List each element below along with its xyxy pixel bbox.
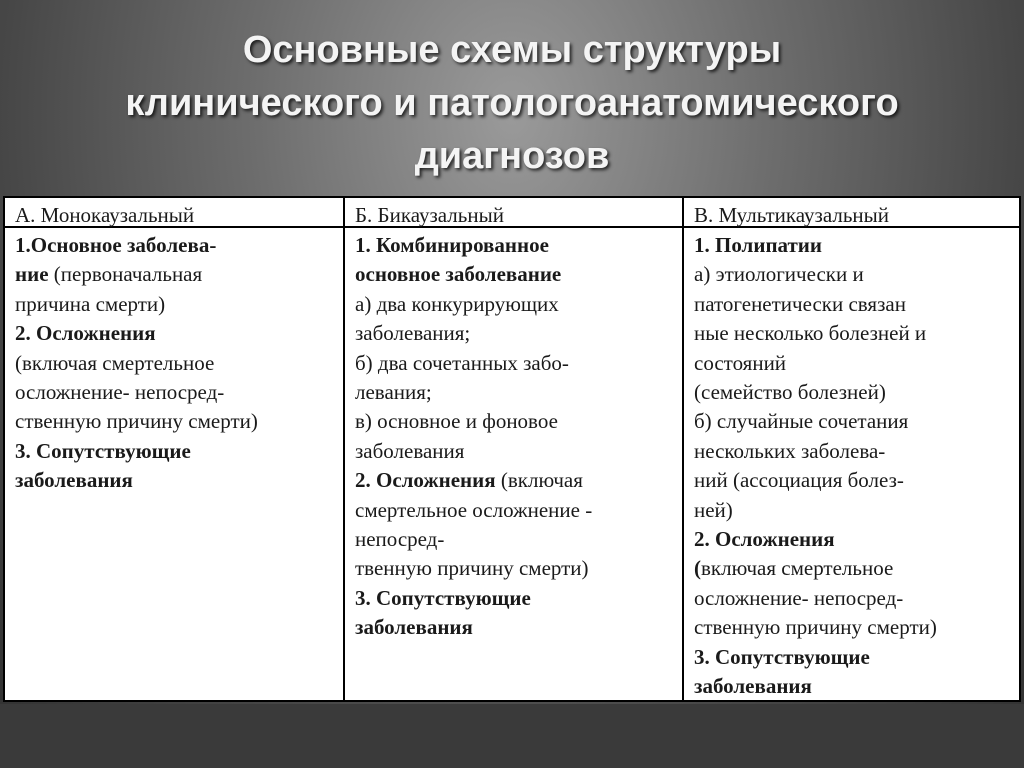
plain-text: ний (ассоциация болез- — [694, 468, 904, 493]
bold-text: заболевания — [694, 674, 812, 699]
title-line-1: Основные схемы структуры — [242, 29, 782, 71]
cell-bicausal — [345, 228, 684, 702]
bold-text: 3. Сопутствующие — [15, 438, 191, 463]
table-line — [15, 319, 335, 348]
table-line — [694, 525, 1011, 554]
table-line — [355, 554, 674, 583]
table-line — [694, 466, 1011, 495]
bold-text: 2. Осложнения — [15, 321, 156, 346]
table-line — [355, 525, 674, 554]
bold-text: ( — [694, 556, 701, 581]
table-line — [355, 231, 674, 260]
table-line — [15, 349, 335, 378]
table-line — [355, 437, 674, 466]
diagnosis-structure-table — [3, 196, 1021, 702]
title-line-2: клинического и патологоанатомического — [125, 82, 899, 124]
plain-text: а) этиологически и — [694, 262, 864, 287]
table-line — [355, 613, 674, 642]
plain-text: состояний — [694, 350, 787, 375]
plain-text: осложнение- непосред- — [694, 585, 904, 610]
table-line — [15, 290, 335, 319]
table-line — [15, 407, 335, 436]
title-line-3: диагнозов — [414, 135, 610, 177]
table-line — [15, 378, 335, 407]
table-line — [355, 260, 674, 289]
bottom-band — [0, 704, 1024, 768]
table-line — [694, 672, 1011, 701]
bold-text: ние — [15, 262, 49, 287]
table-line — [355, 407, 674, 436]
plain-text: ственную причину смерти) — [694, 615, 937, 640]
table-line — [694, 319, 1011, 348]
plain-text: в) основное и фоновое — [355, 409, 558, 434]
table-line — [355, 290, 674, 319]
bold-text: 1. Комбинированное — [355, 233, 549, 257]
plain-text: осложнение- непосред- — [15, 380, 225, 405]
bold-text: заболевания — [15, 468, 133, 493]
bold-text: 2. Осложнения — [355, 468, 496, 493]
plain-text: включая смертельное — [701, 556, 894, 581]
table-line — [694, 437, 1011, 466]
table-line — [355, 378, 674, 407]
plain-text: левания; — [355, 380, 432, 405]
plain-text: б) два сочетанных забо- — [355, 350, 569, 375]
table-line — [694, 349, 1011, 378]
header-monocausal: А. Монокаузальный — [5, 198, 345, 228]
bold-text: заболевания — [355, 615, 473, 640]
table-line — [694, 584, 1011, 613]
bold-text: 3. Сопутствующие — [694, 644, 870, 669]
table-line — [694, 290, 1011, 319]
plain-text: (включая — [495, 468, 583, 493]
table-line — [15, 437, 335, 466]
plain-text: смертельное осложнение - — [355, 497, 593, 522]
bold-text: 2. Осложнения — [694, 527, 835, 552]
table-line — [15, 466, 335, 495]
table-line — [694, 496, 1011, 525]
cell-multicausal — [684, 228, 1019, 702]
plain-text: заболевания — [355, 438, 465, 463]
table-line — [694, 260, 1011, 289]
table-line — [694, 378, 1011, 407]
bold-text: 1. Полипатии — [694, 233, 823, 257]
table-line — [355, 466, 674, 495]
bold-text: 3. Сопутствующие — [355, 585, 531, 610]
plain-text: причина смерти) — [15, 291, 166, 316]
table-line — [355, 349, 674, 378]
table-line — [15, 231, 335, 260]
table-line — [694, 613, 1011, 642]
plain-text: ней) — [694, 497, 733, 522]
slide-title — [0, 24, 1024, 183]
plain-text: непосред- — [355, 527, 445, 552]
cell-monocausal — [5, 228, 345, 702]
table-line — [355, 496, 674, 525]
plain-text: патогенетически связан — [694, 291, 906, 316]
table-line — [694, 554, 1011, 583]
table-line — [694, 643, 1011, 672]
bold-text: 1.Основное заболева- — [15, 233, 217, 257]
table-line — [355, 584, 674, 613]
header-bicausal: Б. Бикаузальный — [345, 198, 684, 228]
plain-text: заболевания; — [355, 321, 471, 346]
plain-text: нескольких заболева- — [694, 438, 886, 463]
plain-text: б) случайные сочетания — [694, 409, 909, 434]
plain-text: а) два конкурирующих — [355, 291, 559, 316]
plain-text: ственную причину смерти) — [15, 409, 258, 434]
table-line — [694, 407, 1011, 436]
plain-text: (первоначальная — [48, 262, 203, 287]
plain-text: (семейство болезней) — [694, 380, 886, 405]
header-multicausal: В. Мультикаузальный — [684, 198, 1019, 228]
bold-text: основное заболевание — [355, 262, 562, 287]
plain-text: ные несколько болезней и — [694, 321, 927, 346]
plain-text: твенную причину смерти) — [355, 556, 589, 581]
table-line — [15, 260, 335, 289]
table-line — [355, 319, 674, 348]
table-line — [694, 231, 1011, 260]
plain-text: (включая смертельное — [15, 350, 215, 375]
